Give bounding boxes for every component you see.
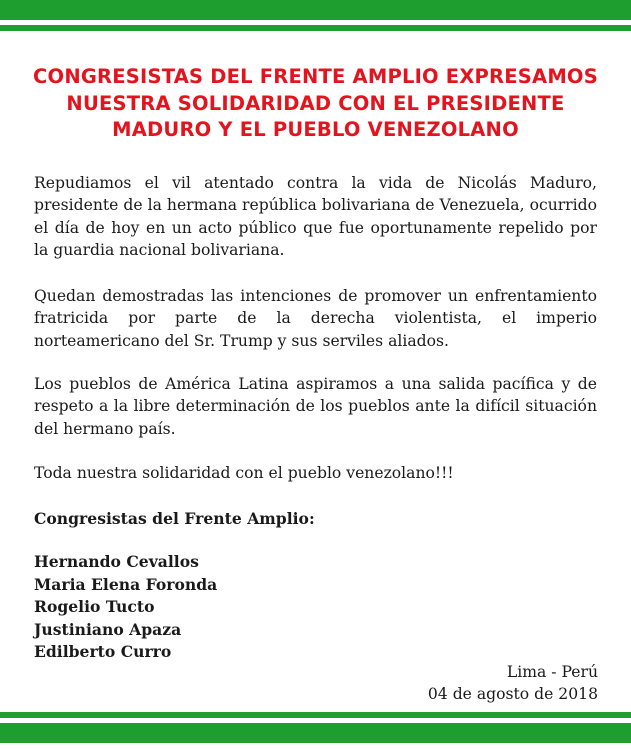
signer-name: Rogelio Tucto	[34, 597, 155, 617]
signer-name: Maria Elena Foronda	[34, 574, 218, 594]
signers-heading: Congresistas del Frente Amplio:	[34, 509, 315, 528]
paragraph-solidarity: Toda nuestra solidaridad con el pueblo venezolano!!!	[34, 464, 454, 482]
signer-name: Hernando Cevallos	[34, 552, 199, 571]
paragraph-repudiation: Repudiamos el vil atentado contra la vida de Nicolás Maduro, presidente de la hermana república bolivariana de Venezuela, ocurrido el día de hoy en un acto público que fue oportunamente repelido por la guardia nacional bolivariana.	[34, 174, 597, 260]
signoff-date: 04 de agosto de 2018	[427, 685, 598, 704]
top-green-band	[0, 0, 631, 31]
signers-list	[34, 551, 217, 664]
statement-title: CONGRESISTAS DEL FRENTE AMPLIO EXPRESAMOS NUESTRA SOLIDARIDAD CON EL PRESIDENTE MADURO Y EL PUEBLO VENEZOLANO	[33, 65, 598, 141]
signer-name: Edilberto Curro	[34, 642, 172, 662]
bottom-green-band	[0, 712, 631, 743]
top-band-thin-stripe	[0, 25, 631, 31]
signoff	[428, 661, 598, 706]
paragraph-latin-america: Los pueblos de América Latina aspiramos a una salida pacífica y de respeto a la libre determinación de los pueblos ante la difícil situación del hermano país.	[34, 375, 597, 438]
signer-name: Justiniano Apaza	[34, 619, 182, 639]
top-band-thick-stripe	[0, 0, 631, 20]
paragraph-intentions: Quedan demostradas las intenciones de promover un enfrentamiento fratricida por parte de la derecha violentista, el imperio norteamericano del Sr. Trump y sus serviles aliados.	[34, 287, 597, 350]
signoff-place: Lima - Perú	[506, 663, 598, 681]
bottom-band-thick-stripe	[0, 723, 631, 743]
